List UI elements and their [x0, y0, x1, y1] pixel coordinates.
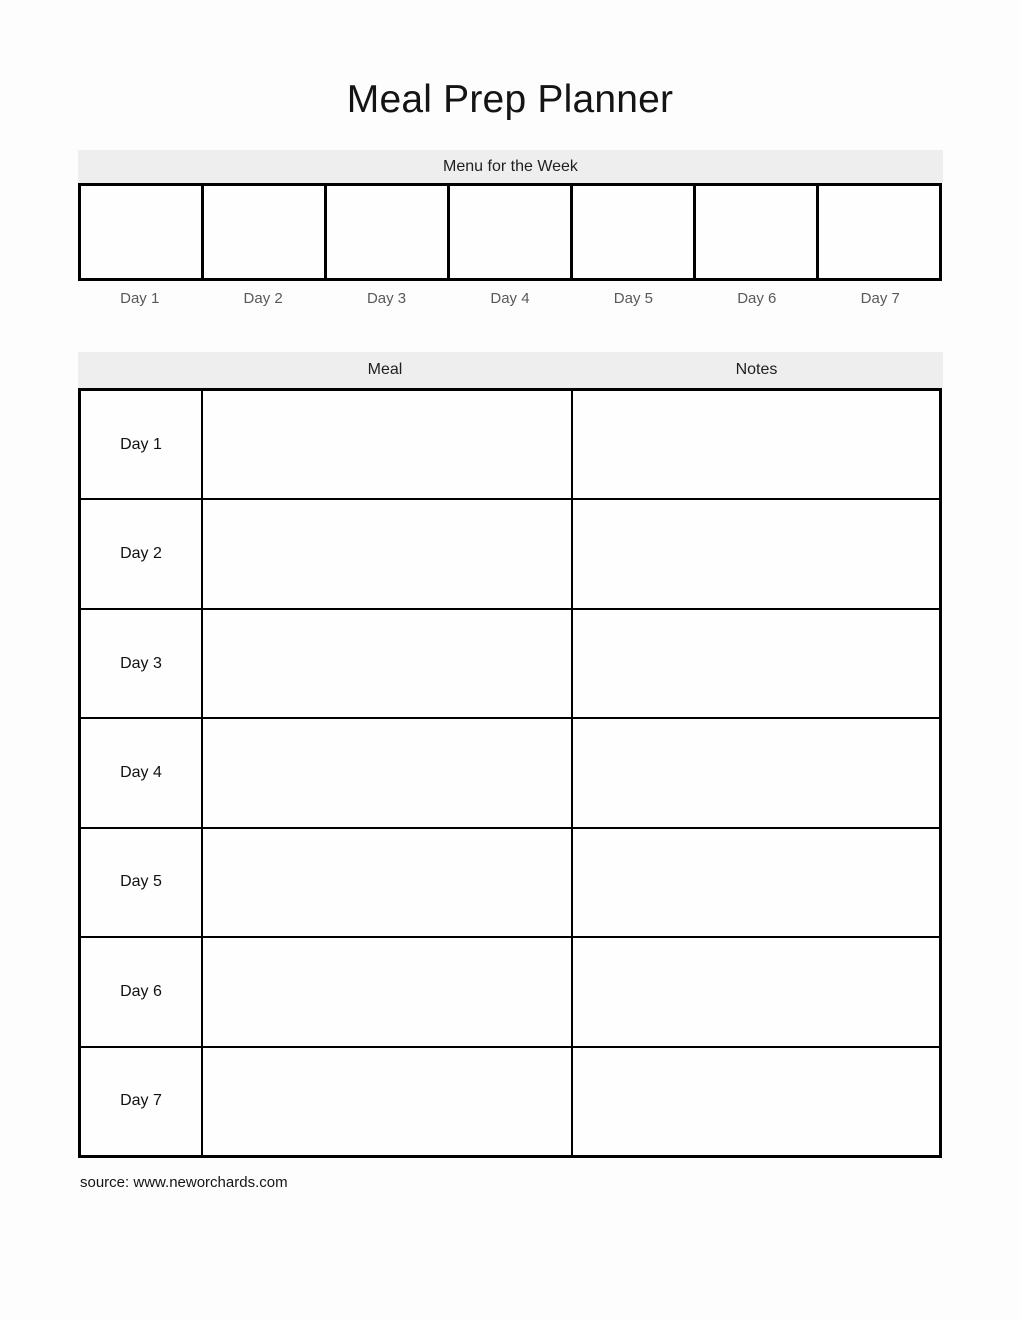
menu-day-label-1: Day 1	[120, 290, 160, 307]
menu-day-label-2: Day 2	[243, 290, 283, 307]
row-day-label: Day 1	[81, 391, 203, 498]
menu-day-box-1[interactable]	[81, 186, 204, 278]
menu-day-label-6: Day 6	[737, 290, 777, 307]
table-row	[81, 938, 939, 1047]
menu-day-label-5: Day 5	[613, 290, 653, 307]
row-day-label: Day 5	[81, 829, 203, 936]
table-row	[81, 610, 939, 719]
planner-table-header	[78, 352, 943, 388]
meal-cell[interactable]	[203, 391, 573, 498]
menu-day-label-4: Day 4	[490, 290, 530, 307]
table-row	[81, 829, 939, 938]
menu-day-label-3: Day 3	[366, 290, 407, 307]
menu-day-box-5[interactable]	[573, 186, 696, 278]
meal-cell[interactable]	[203, 719, 573, 826]
notes-cell[interactable]	[573, 500, 939, 607]
menu-day-label-7: Day 7	[860, 290, 900, 307]
menu-day-box-2[interactable]	[204, 186, 327, 278]
menu-day-labels	[78, 290, 942, 307]
menu-week-header	[78, 150, 943, 183]
table-row	[81, 719, 939, 828]
notes-cell[interactable]	[573, 391, 939, 498]
menu-day-box-6[interactable]	[696, 186, 819, 278]
planner-table	[78, 388, 942, 1158]
row-day-label: Day 3	[81, 610, 203, 717]
notes-cell[interactable]	[573, 829, 939, 936]
notes-cell[interactable]	[573, 938, 939, 1045]
row-day-label: Day 4	[81, 719, 203, 826]
menu-day-box-3[interactable]	[327, 186, 450, 278]
meal-cell[interactable]	[203, 610, 573, 717]
meal-cell[interactable]	[203, 1048, 573, 1155]
meal-cell[interactable]	[203, 938, 573, 1045]
row-day-label: Day 7	[81, 1048, 203, 1155]
row-day-label: Day 2	[81, 500, 203, 607]
page-title: Meal Prep Planner	[346, 78, 674, 121]
row-day-label: Day 6	[81, 938, 203, 1045]
menu-day-box-7[interactable]	[819, 186, 939, 278]
notes-cell[interactable]	[573, 719, 939, 826]
source-attribution: source: www.neworchards.com	[80, 1174, 288, 1191]
notes-cell[interactable]	[573, 1048, 939, 1155]
planner-header-notes: Notes	[735, 361, 778, 378]
notes-cell[interactable]	[573, 610, 939, 717]
menu-week-grid	[78, 183, 942, 281]
menu-day-box-4[interactable]	[450, 186, 573, 278]
meal-cell[interactable]	[203, 829, 573, 936]
table-row	[81, 391, 939, 500]
meal-cell[interactable]	[203, 500, 573, 607]
table-row	[81, 500, 939, 609]
planner-header-meal: Meal	[367, 361, 403, 378]
table-row	[81, 1048, 939, 1155]
menu-week-header-label: Menu for the Week	[443, 157, 578, 175]
